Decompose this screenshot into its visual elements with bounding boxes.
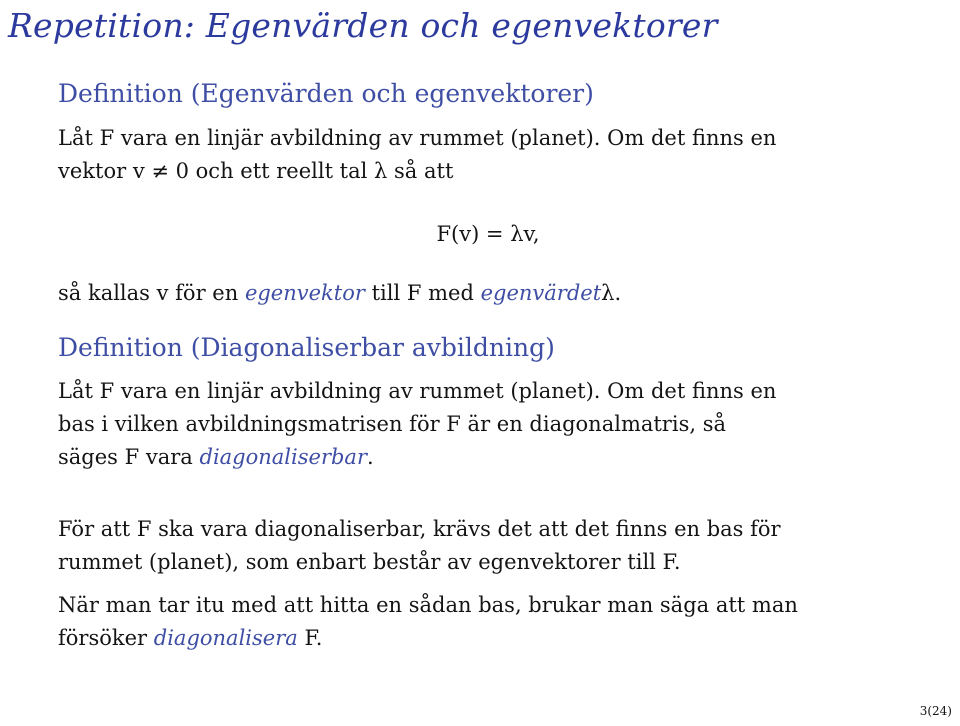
text-segment: F. bbox=[304, 626, 323, 650]
definition-title: Definition (Egenvärden och egenvektorer) bbox=[58, 79, 594, 108]
definition-eigen-conclusion bbox=[58, 277, 918, 310]
text-segment: så kallas v för en bbox=[58, 281, 239, 305]
paragraph-line: För att F ska vara diagonaliserbar, krävs det att det finns en bas för bbox=[58, 517, 781, 541]
paragraph-diagonalize bbox=[58, 589, 918, 655]
slide-title: Repetition: Egenvärden och egenvektorer bbox=[8, 6, 718, 45]
text-segment: till F med bbox=[371, 281, 474, 305]
definition-text-line: bas i vilken avbildningsmatrisen för F är en diagonalmatris, så bbox=[58, 412, 726, 436]
paragraph-requirement bbox=[58, 513, 918, 579]
definition-eigen bbox=[58, 79, 918, 108]
definition-eigen-body bbox=[58, 122, 918, 188]
definition-text-line: vektor v ≠ 0 och ett reellt tal λ så att bbox=[58, 159, 454, 183]
term-eigenvector: egenvektor bbox=[244, 281, 365, 305]
definition-diagonalizable-body bbox=[58, 375, 918, 474]
definition-text-line bbox=[58, 277, 918, 310]
text-segment: . bbox=[367, 445, 374, 469]
definition-text-line: Låt F vara en linjär avbildning av rummet (planet). Om det finns en bbox=[58, 379, 777, 403]
term-eigenvalue: egenvärdet bbox=[480, 281, 602, 305]
paragraph-line: När man tar itu med att hitta en sådan bas, brukar man säga att man bbox=[58, 593, 798, 617]
text-segment: säges F vara bbox=[58, 445, 193, 469]
definition-text-line: Låt F vara en linjär avbildning av rummet (planet). Om det finns en bbox=[58, 126, 777, 150]
definition-text-line bbox=[58, 441, 918, 474]
paragraph-line bbox=[58, 622, 918, 655]
eigen-equation-text: F(v) = λv, bbox=[436, 222, 540, 246]
definition-title: Definition (Diagonaliserbar avbildning) bbox=[58, 333, 555, 362]
text-segment: λ. bbox=[601, 281, 622, 305]
page-number: 3(24) bbox=[919, 704, 952, 718]
paragraph-line: rummet (planet), som enbart består av egenvektorer till F. bbox=[58, 550, 681, 574]
term-diagonalizable: diagonaliserbar bbox=[199, 445, 367, 469]
text-segment: försöker bbox=[58, 626, 148, 650]
term-diagonalize: diagonalisera bbox=[153, 626, 298, 650]
eigen-equation bbox=[58, 218, 918, 251]
definition-diagonalizable bbox=[58, 333, 918, 362]
